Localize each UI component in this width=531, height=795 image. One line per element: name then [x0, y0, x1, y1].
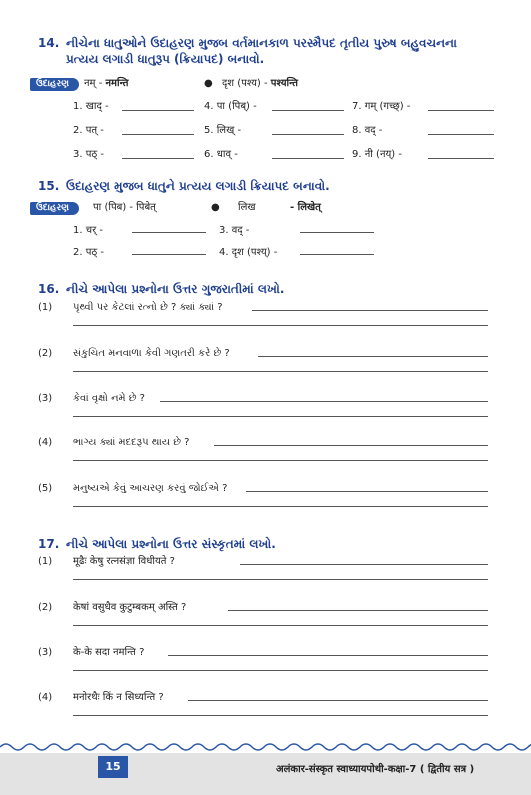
answer-line[interactable]	[168, 655, 488, 656]
answer-line[interactable]	[122, 110, 194, 111]
question-number: (5)	[38, 483, 53, 494]
section-15-heading	[38, 178, 330, 194]
exercise-item: 4. पा (पिब्) -	[204, 101, 257, 112]
exercise-item: 3. पठ् -	[73, 149, 104, 160]
example-2-verb: लिख	[238, 202, 256, 213]
answer-line[interactable]	[246, 491, 488, 492]
question-text: ભાગ્ય ક્યાં મદદરૂપ થાય છે ?	[73, 437, 190, 448]
exercise-item: 9. नी (नय्) -	[352, 149, 402, 160]
answer-line[interactable]	[73, 579, 488, 580]
question-text: केषां वसुधैव कुटुम्बकम् अस्ति ?	[73, 602, 187, 613]
answer-line[interactable]	[73, 625, 488, 626]
example-verb: नम् -	[84, 78, 106, 89]
answer-line[interactable]	[73, 715, 488, 716]
question-text: કેવાં વૃક્ષો નમે છે ?	[73, 393, 145, 404]
exercise-item: 6. धाव् -	[204, 149, 238, 160]
section-title: નીચે આપેલા પ્રશ્નોના ઉત્તર ગુજરાતીમાં લખો.	[66, 282, 285, 296]
answer-line[interactable]	[428, 158, 494, 159]
answer-line[interactable]	[73, 416, 488, 417]
example-verb: पा (पिब) -	[93, 202, 137, 213]
question-text: પૃથ્વી પર કેટલાં રત્નો છે ? ક્યાં ક્યાં ?	[73, 302, 223, 313]
exercise-item: 1. चर् -	[73, 225, 103, 236]
example-1	[93, 202, 156, 214]
example-2	[222, 78, 298, 90]
section-number: 16.	[38, 282, 60, 296]
question-text: સંકુચિત મનવાળા કેવી ગણતરી કરે છે ?	[73, 348, 230, 359]
exercise-item: 1. खाद् -	[73, 101, 109, 112]
section-number: 17.	[38, 537, 60, 551]
answer-line[interactable]	[428, 134, 494, 135]
answer-line[interactable]	[188, 700, 488, 701]
answer-line[interactable]	[272, 110, 344, 111]
exercise-item: 3. वद् -	[219, 225, 250, 236]
section-title: નીચે આપેલા પ્રશ્નોના ઉત્તર સંસ્કૃતમાં લખો.	[66, 537, 276, 551]
answer-line[interactable]	[160, 401, 488, 402]
section-number: 15.	[38, 179, 60, 193]
answer-line[interactable]	[300, 254, 374, 255]
question-text: के-के सदा नमन्ति ?	[73, 647, 145, 658]
exercise-item: 4. दृश (पश्य्) -	[219, 247, 278, 258]
answer-line[interactable]	[240, 564, 488, 565]
example-badge: ઉદાહરણ	[30, 78, 79, 91]
exercise-item: 2. पठ् -	[73, 247, 104, 258]
bullet-icon: ●	[211, 202, 220, 213]
example-badge: ઉદાહરણ	[30, 202, 79, 215]
section-14-title-line2: પ્રત્યય લગાડી ધાતુરૂપ (ક્રિયાપદ) બનાવો.	[66, 52, 265, 66]
page-number: 15	[98, 756, 128, 778]
exercise-item: 7. गम् (गच्छ्) -	[352, 101, 411, 112]
answer-line[interactable]	[122, 134, 194, 135]
question-text: मूढैः केषु रत्नसंज्ञा विधीयते ?	[73, 556, 175, 567]
question-number: (2)	[38, 348, 53, 359]
question-number: (4)	[38, 692, 53, 703]
example-1	[84, 78, 128, 90]
question-number: (1)	[38, 302, 53, 313]
answer-line[interactable]	[73, 325, 488, 326]
question-text: મનુષ્યએ કેવું આચરણ કરવું જોઈએ ?	[73, 483, 228, 494]
answer-line[interactable]	[73, 670, 488, 671]
section-number: 14.	[38, 36, 60, 50]
answer-line[interactable]	[258, 356, 488, 357]
answer-line[interactable]	[132, 232, 206, 233]
question-text: मनोरथैः किं न सिध्यन्ति ?	[73, 692, 164, 703]
answer-line[interactable]	[132, 254, 206, 255]
example-answer: पश्यन्ति	[270, 78, 298, 89]
answer-line[interactable]	[272, 158, 344, 159]
example-answer: पिबेत्	[136, 202, 156, 213]
footer-title: अलंकार-संस्कृत स्वाध्यायपोथी-कक्षा-7 ( द्वितीय सत्र )	[276, 764, 475, 775]
answer-line[interactable]	[214, 445, 488, 446]
answer-line[interactable]	[272, 134, 344, 135]
answer-line[interactable]	[122, 158, 194, 159]
question-number: (1)	[38, 556, 53, 567]
section-14-heading	[38, 35, 457, 51]
example-answer: नमन्ति	[105, 78, 129, 89]
example-2-answer: - लिखेत्	[290, 202, 321, 213]
exercise-item: 8. वद् -	[352, 125, 383, 136]
question-number: (3)	[38, 647, 53, 658]
exercise-item: 2. पत् -	[73, 125, 104, 136]
example-verb: दृश (पश्य) -	[222, 78, 271, 89]
answer-line[interactable]	[228, 610, 488, 611]
exercise-item: 5. लिख् -	[204, 125, 242, 136]
answer-line[interactable]	[73, 371, 488, 372]
answer-line[interactable]	[300, 232, 374, 233]
answer-line[interactable]	[73, 506, 488, 507]
section-title: ઉદાહરણ મુજબ ધાતુને પ્રત્યય લગાડી ક્રિયાપદ બનાવો.	[66, 179, 330, 193]
section-16-heading	[38, 281, 284, 297]
section-17-heading	[38, 536, 276, 552]
decorative-wave-border	[0, 741, 531, 753]
question-number: (4)	[38, 437, 53, 448]
answer-line[interactable]	[73, 460, 488, 461]
answer-line[interactable]	[428, 110, 494, 111]
question-number: (3)	[38, 393, 53, 404]
question-number: (2)	[38, 602, 53, 613]
answer-line[interactable]	[252, 310, 488, 311]
bullet-icon: ●	[204, 78, 213, 89]
section-title: નીચેના ધાતુઓને ઉદાહરણ મુજબ વર્તમાનકાળ પરસ્મૈપદ તૃતીય પુરુષ બહુવચનના	[66, 36, 457, 50]
